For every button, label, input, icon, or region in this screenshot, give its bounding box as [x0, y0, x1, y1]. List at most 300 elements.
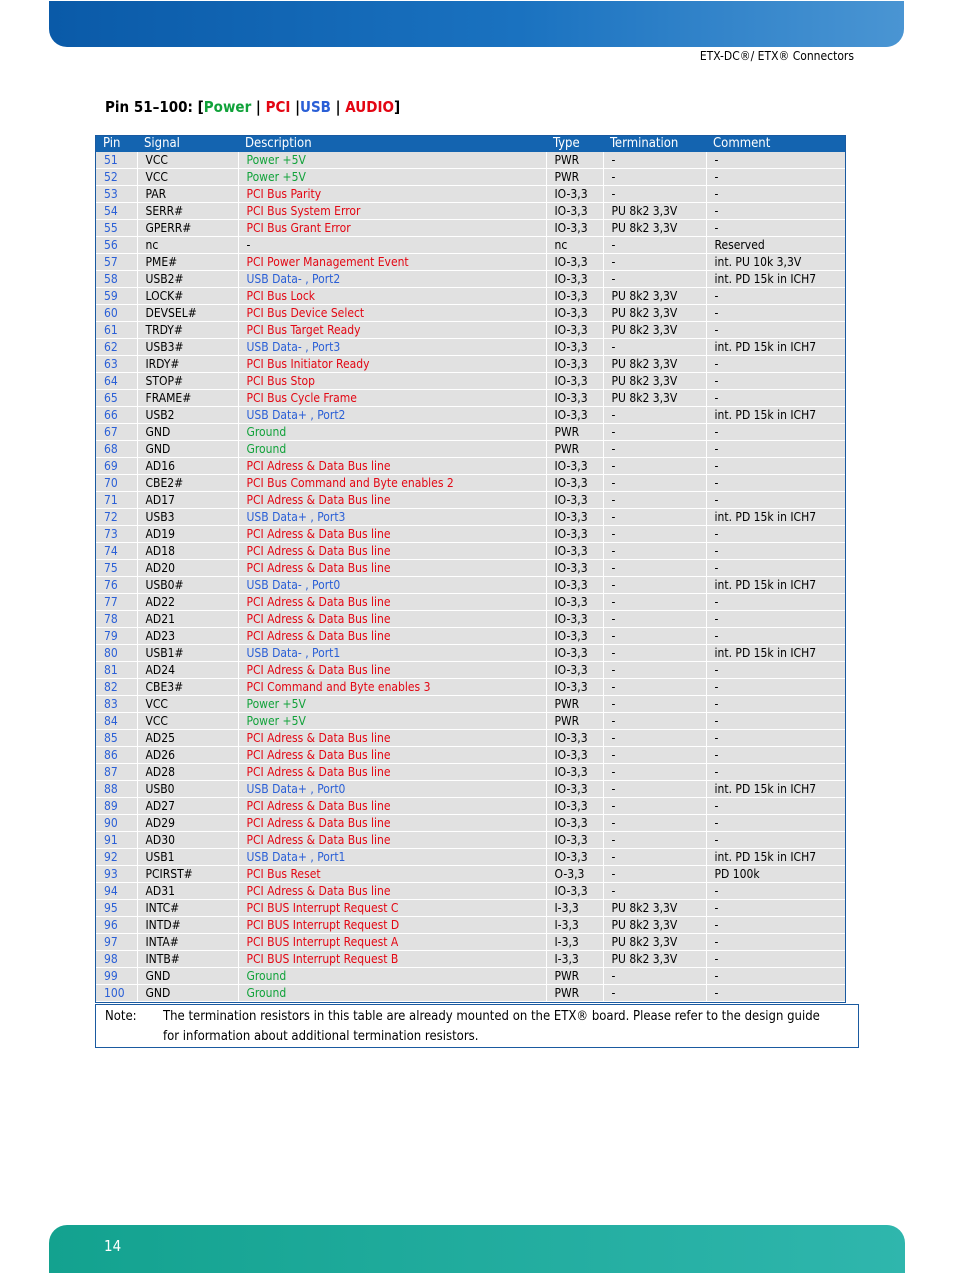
cell-pin: 78: [96, 611, 137, 628]
cell-type: IO-3,3: [546, 288, 603, 305]
cell-pin: 65: [96, 390, 137, 407]
cell-pin: 54: [96, 203, 137, 220]
cell-description: PCI Command and Byte enables 3: [238, 679, 546, 696]
cell-signal: LOCK#: [137, 288, 238, 305]
table-row: [96, 968, 845, 985]
table-row: [96, 713, 845, 730]
cell-termination: -: [603, 849, 706, 866]
table-row: [96, 169, 845, 186]
cell-termination: -: [603, 509, 706, 526]
cell-comment: -: [706, 934, 845, 951]
cell-description: PCI Bus Cycle Frame: [238, 390, 546, 407]
table-row: [96, 288, 845, 305]
cell-comment: -: [706, 883, 845, 900]
cell-pin: 59: [96, 288, 137, 305]
cell-description: PCI Adress & Data Bus line: [238, 628, 546, 645]
cell-termination: -: [603, 458, 706, 475]
cell-type: IO-3,3: [546, 764, 603, 781]
table-row: [96, 696, 845, 713]
cell-signal: USB0#: [137, 577, 238, 594]
table-row: [96, 271, 845, 288]
table-row: [96, 254, 845, 271]
cell-termination: -: [603, 781, 706, 798]
cell-pin: 64: [96, 373, 137, 390]
cell-termination: PU 8k2 3,3V: [603, 322, 706, 339]
cell-type: PWR: [546, 424, 603, 441]
cell-signal: SERR#: [137, 203, 238, 220]
cell-type: IO-3,3: [546, 254, 603, 271]
cell-pin: 52: [96, 169, 137, 186]
cell-comment: -: [706, 424, 845, 441]
cell-comment: -: [706, 322, 845, 339]
cell-pin: 100: [96, 985, 137, 1002]
cell-pin: 73: [96, 526, 137, 543]
header-band: [49, 1, 904, 47]
cell-comment: -: [706, 968, 845, 985]
table-row: [96, 305, 845, 322]
cell-signal: VCC: [137, 152, 238, 169]
cell-termination: -: [603, 441, 706, 458]
cell-termination: PU 8k2 3,3V: [603, 288, 706, 305]
cell-comment: int. PD 15k in ICH7: [706, 849, 845, 866]
cell-pin: 95: [96, 900, 137, 917]
cell-type: IO-3,3: [546, 815, 603, 832]
table-row: [96, 883, 845, 900]
table-row: [96, 356, 845, 373]
cell-termination: -: [603, 560, 706, 577]
cell-termination: PU 8k2 3,3V: [603, 917, 706, 934]
header-description: Description: [238, 136, 546, 152]
cell-comment: Reserved: [706, 237, 845, 254]
cell-description: Power +5V: [238, 696, 546, 713]
cell-type: IO-3,3: [546, 220, 603, 237]
cell-description: PCI Adress & Data Bus line: [238, 526, 546, 543]
cell-comment: -: [706, 373, 845, 390]
title-sep: |: [251, 98, 266, 116]
cell-comment: -: [706, 951, 845, 968]
cell-type: IO-3,3: [546, 203, 603, 220]
cell-description: PCI BUS Interrupt Request D: [238, 917, 546, 934]
cell-comment: -: [706, 832, 845, 849]
cell-type: IO-3,3: [546, 730, 603, 747]
cell-signal: USB3#: [137, 339, 238, 356]
cell-description: USB Data+ , Port2: [238, 407, 546, 424]
cell-termination: -: [603, 543, 706, 560]
cell-description: PCI Bus System Error: [238, 203, 546, 220]
cell-pin: 99: [96, 968, 137, 985]
cell-termination: -: [603, 407, 706, 424]
cell-termination: -: [603, 475, 706, 492]
cell-pin: 82: [96, 679, 137, 696]
cell-pin: 58: [96, 271, 137, 288]
cell-pin: 62: [96, 339, 137, 356]
cell-signal: USB2#: [137, 271, 238, 288]
table-row: [96, 339, 845, 356]
cell-signal: VCC: [137, 169, 238, 186]
cell-termination: PU 8k2 3,3V: [603, 203, 706, 220]
page-number: 14: [104, 1237, 122, 1255]
cell-type: IO-3,3: [546, 339, 603, 356]
cell-description: PCI Power Management Event: [238, 254, 546, 271]
cell-type: IO-3,3: [546, 645, 603, 662]
cell-termination: -: [603, 764, 706, 781]
table-row: [96, 237, 845, 254]
cell-pin: 97: [96, 934, 137, 951]
title-power: Power: [203, 98, 252, 116]
cell-description: PCI Adress & Data Bus line: [238, 815, 546, 832]
cell-signal: IRDY#: [137, 356, 238, 373]
cell-type: IO-3,3: [546, 611, 603, 628]
cell-termination: -: [603, 424, 706, 441]
section-title: [105, 98, 400, 116]
table-row: [96, 509, 845, 526]
cell-description: PCI Adress & Data Bus line: [238, 883, 546, 900]
cell-pin: 72: [96, 509, 137, 526]
table-row: [96, 611, 845, 628]
cell-description: USB Data+ , Port3: [238, 509, 546, 526]
cell-pin: 87: [96, 764, 137, 781]
cell-description: USB Data- , Port1: [238, 645, 546, 662]
table-header-row: [96, 136, 845, 152]
cell-signal: AD20: [137, 560, 238, 577]
pinout-table: [96, 136, 845, 1002]
cell-type: IO-3,3: [546, 356, 603, 373]
cell-termination: -: [603, 645, 706, 662]
cell-comment: -: [706, 611, 845, 628]
cell-description: PCI Bus Target Ready: [238, 322, 546, 339]
cell-termination: -: [603, 985, 706, 1002]
cell-signal: DEVSEL#: [137, 305, 238, 322]
cell-signal: PCIRST#: [137, 866, 238, 883]
table-row: [96, 373, 845, 390]
cell-comment: -: [706, 679, 845, 696]
pinout-table-container: [95, 135, 846, 1003]
table-row: [96, 407, 845, 424]
cell-comment: -: [706, 764, 845, 781]
cell-pin: 80: [96, 645, 137, 662]
cell-termination: PU 8k2 3,3V: [603, 390, 706, 407]
table-row: [96, 662, 845, 679]
cell-termination: PU 8k2 3,3V: [603, 220, 706, 237]
cell-signal: INTB#: [137, 951, 238, 968]
table-row: [96, 322, 845, 339]
cell-pin: 90: [96, 815, 137, 832]
cell-signal: CBE2#: [137, 475, 238, 492]
table-row: [96, 730, 845, 747]
cell-description: PCI Bus Reset: [238, 866, 546, 883]
cell-type: PWR: [546, 441, 603, 458]
cell-termination: -: [603, 730, 706, 747]
cell-comment: -: [706, 985, 845, 1002]
cell-pin: 84: [96, 713, 137, 730]
cell-comment: -: [706, 713, 845, 730]
cell-description: PCI Bus Lock: [238, 288, 546, 305]
cell-signal: USB0: [137, 781, 238, 798]
cell-signal: AD29: [137, 815, 238, 832]
cell-pin: 57: [96, 254, 137, 271]
table-body: [96, 152, 845, 1002]
cell-termination: -: [603, 254, 706, 271]
cell-termination: PU 8k2 3,3V: [603, 305, 706, 322]
note-text: The termination resistors in this table are already mounted on the ETX® board. Please refer to the design guide for information about additional termination resistors.: [163, 1009, 820, 1044]
cell-type: PWR: [546, 968, 603, 985]
cell-termination: -: [603, 815, 706, 832]
cell-termination: PU 8k2 3,3V: [603, 951, 706, 968]
cell-pin: 94: [96, 883, 137, 900]
cell-signal: PME#: [137, 254, 238, 271]
cell-pin: 55: [96, 220, 137, 237]
cell-signal: INTD#: [137, 917, 238, 934]
cell-description: Ground: [238, 968, 546, 985]
cell-comment: -: [706, 203, 845, 220]
table-row: [96, 849, 845, 866]
cell-termination: -: [603, 492, 706, 509]
cell-signal: AD25: [137, 730, 238, 747]
cell-comment: -: [706, 662, 845, 679]
cell-signal: INTA#: [137, 934, 238, 951]
cell-signal: AD22: [137, 594, 238, 611]
table-row: [96, 152, 845, 169]
table-row: [96, 628, 845, 645]
cell-comment: -: [706, 628, 845, 645]
cell-type: IO-3,3: [546, 373, 603, 390]
cell-comment: -: [706, 220, 845, 237]
cell-type: IO-3,3: [546, 186, 603, 203]
cell-signal: GND: [137, 985, 238, 1002]
title-sep: |: [330, 98, 346, 116]
cell-description: PCI Adress & Data Bus line: [238, 492, 546, 509]
cell-comment: -: [706, 441, 845, 458]
cell-type: PWR: [546, 713, 603, 730]
cell-description: PCI Adress & Data Bus line: [238, 798, 546, 815]
table-row: [96, 424, 845, 441]
cell-signal: AD16: [137, 458, 238, 475]
cell-pin: 93: [96, 866, 137, 883]
cell-description: PCI Adress & Data Bus line: [238, 560, 546, 577]
cell-signal: AD18: [137, 543, 238, 560]
cell-signal: FRAME#: [137, 390, 238, 407]
cell-type: IO-3,3: [546, 781, 603, 798]
cell-description: USB Data- , Port0: [238, 577, 546, 594]
cell-description: PCI Adress & Data Bus line: [238, 458, 546, 475]
cell-comment: -: [706, 543, 845, 560]
cell-description: Ground: [238, 441, 546, 458]
cell-comment: -: [706, 696, 845, 713]
cell-comment: PD 100k: [706, 866, 845, 883]
cell-signal: nc: [137, 237, 238, 254]
table-row: [96, 866, 845, 883]
table-row: [96, 560, 845, 577]
cell-type: IO-3,3: [546, 798, 603, 815]
cell-signal: USB1: [137, 849, 238, 866]
cell-description: PCI Adress & Data Bus line: [238, 662, 546, 679]
cell-description: PCI Bus Stop: [238, 373, 546, 390]
cell-description: Ground: [238, 985, 546, 1002]
cell-comment: -: [706, 917, 845, 934]
cell-type: PWR: [546, 169, 603, 186]
cell-signal: STOP#: [137, 373, 238, 390]
cell-comment: int. PD 15k in ICH7: [706, 407, 845, 424]
title-pci: PCI: [265, 98, 291, 116]
cell-termination: -: [603, 526, 706, 543]
cell-type: I-3,3: [546, 934, 603, 951]
cell-description: USB Data- , Port2: [238, 271, 546, 288]
table-row: [96, 186, 845, 203]
cell-termination: -: [603, 169, 706, 186]
title-usb: USB: [300, 98, 331, 116]
header-comment: Comment: [706, 136, 845, 152]
cell-description: Power +5V: [238, 713, 546, 730]
cell-pin: 56: [96, 237, 137, 254]
table-row: [96, 764, 845, 781]
cell-comment: -: [706, 747, 845, 764]
table-row: [96, 917, 845, 934]
cell-type: I-3,3: [546, 900, 603, 917]
cell-signal: USB2: [137, 407, 238, 424]
cell-comment: int. PD 15k in ICH7: [706, 781, 845, 798]
cell-signal: CBE3#: [137, 679, 238, 696]
cell-pin: 69: [96, 458, 137, 475]
cell-description: PCI BUS Interrupt Request A: [238, 934, 546, 951]
cell-type: IO-3,3: [546, 849, 603, 866]
cell-signal: AD23: [137, 628, 238, 645]
cell-pin: 88: [96, 781, 137, 798]
cell-type: IO-3,3: [546, 526, 603, 543]
cell-comment: -: [706, 475, 845, 492]
cell-signal: AD31: [137, 883, 238, 900]
note-label: Note:: [105, 1009, 137, 1024]
cell-comment: -: [706, 390, 845, 407]
table-row: [96, 781, 845, 798]
cell-comment: int. PD 15k in ICH7: [706, 509, 845, 526]
cell-pin: 98: [96, 951, 137, 968]
header-pin: Pin: [96, 136, 137, 152]
table-row: [96, 951, 845, 968]
table-row: [96, 798, 845, 815]
cell-termination: -: [603, 152, 706, 169]
cell-pin: 61: [96, 322, 137, 339]
title-suffix: ]: [393, 98, 401, 116]
cell-signal: AD30: [137, 832, 238, 849]
table-row: [96, 526, 845, 543]
table-row: [96, 679, 845, 696]
table-row: [96, 934, 845, 951]
cell-pin: 89: [96, 798, 137, 815]
cell-pin: 79: [96, 628, 137, 645]
cell-pin: 81: [96, 662, 137, 679]
cell-description: PCI Bus Command and Byte enables 2: [238, 475, 546, 492]
cell-type: IO-3,3: [546, 832, 603, 849]
cell-termination: -: [603, 628, 706, 645]
cell-type: IO-3,3: [546, 883, 603, 900]
cell-signal: GND: [137, 968, 238, 985]
cell-description: PCI Adress & Data Bus line: [238, 747, 546, 764]
cell-type: IO-3,3: [546, 662, 603, 679]
table-row: [96, 458, 845, 475]
cell-comment: -: [706, 186, 845, 203]
table-row: [96, 815, 845, 832]
cell-pin: 70: [96, 475, 137, 492]
header-title: ETX-DC®/ ETX® Connectors: [699, 49, 854, 63]
cell-pin: 83: [96, 696, 137, 713]
cell-description: Ground: [238, 424, 546, 441]
cell-comment: -: [706, 900, 845, 917]
cell-pin: 85: [96, 730, 137, 747]
cell-termination: PU 8k2 3,3V: [603, 373, 706, 390]
table-row: [96, 832, 845, 849]
cell-type: IO-3,3: [546, 322, 603, 339]
cell-termination: -: [603, 594, 706, 611]
cell-termination: -: [603, 696, 706, 713]
cell-type: IO-3,3: [546, 577, 603, 594]
title-sep: |: [290, 98, 300, 116]
cell-comment: -: [706, 458, 845, 475]
table-row: [96, 390, 845, 407]
cell-description: PCI Bus Grant Error: [238, 220, 546, 237]
cell-termination: -: [603, 186, 706, 203]
cell-type: IO-3,3: [546, 560, 603, 577]
cell-signal: AD24: [137, 662, 238, 679]
cell-signal: VCC: [137, 696, 238, 713]
cell-comment: -: [706, 305, 845, 322]
cell-termination: -: [603, 866, 706, 883]
cell-type: PWR: [546, 152, 603, 169]
cell-signal: AD27: [137, 798, 238, 815]
cell-termination: -: [603, 611, 706, 628]
cell-type: IO-3,3: [546, 458, 603, 475]
table-row: [96, 220, 845, 237]
table-row: [96, 594, 845, 611]
cell-comment: -: [706, 288, 845, 305]
cell-comment: -: [706, 815, 845, 832]
title-audio: AUDIO: [345, 98, 394, 116]
header-type: Type: [546, 136, 603, 152]
cell-pin: 53: [96, 186, 137, 203]
cell-pin: 91: [96, 832, 137, 849]
cell-type: I-3,3: [546, 917, 603, 934]
cell-pin: 68: [96, 441, 137, 458]
cell-signal: AD21: [137, 611, 238, 628]
cell-comment: -: [706, 356, 845, 373]
cell-description: PCI Adress & Data Bus line: [238, 543, 546, 560]
cell-type: IO-3,3: [546, 390, 603, 407]
cell-signal: GPERR#: [137, 220, 238, 237]
cell-termination: -: [603, 271, 706, 288]
table-row: [96, 441, 845, 458]
cell-type: IO-3,3: [546, 594, 603, 611]
title-prefix: Pin 51–100: [: [105, 98, 204, 116]
cell-description: USB Data+ , Port0: [238, 781, 546, 798]
cell-termination: -: [603, 713, 706, 730]
cell-termination: PU 8k2 3,3V: [603, 356, 706, 373]
cell-termination: -: [603, 798, 706, 815]
cell-comment: int. PD 15k in ICH7: [706, 577, 845, 594]
header-termination: Termination: [603, 136, 706, 152]
cell-comment: -: [706, 594, 845, 611]
cell-type: IO-3,3: [546, 747, 603, 764]
cell-termination: -: [603, 747, 706, 764]
table-row: [96, 492, 845, 509]
cell-comment: -: [706, 730, 845, 747]
cell-description: PCI Adress & Data Bus line: [238, 730, 546, 747]
cell-description: USB Data+ , Port1: [238, 849, 546, 866]
cell-signal: TRDY#: [137, 322, 238, 339]
cell-type: I-3,3: [546, 951, 603, 968]
cell-signal: AD19: [137, 526, 238, 543]
cell-comment: -: [706, 526, 845, 543]
cell-description: PCI Adress & Data Bus line: [238, 594, 546, 611]
table-row: [96, 577, 845, 594]
